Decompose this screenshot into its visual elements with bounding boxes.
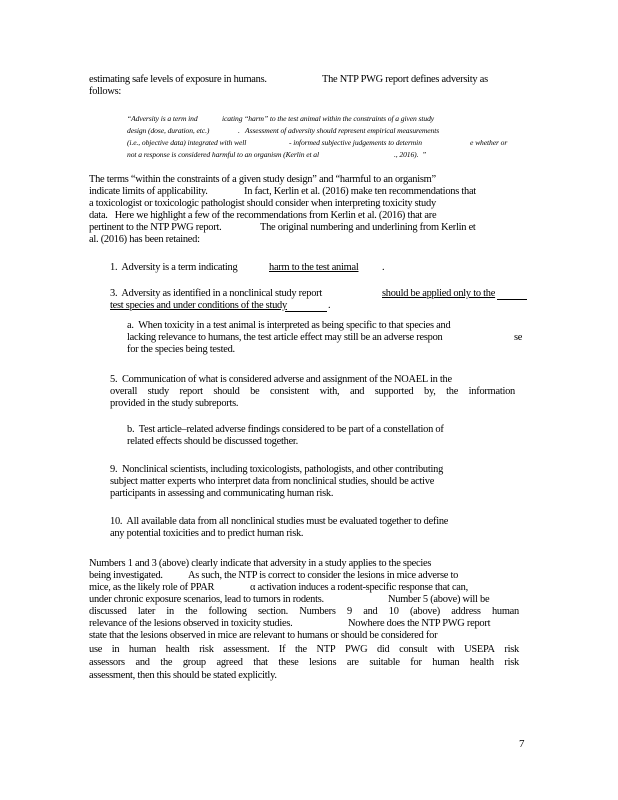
quote-line: not a response is considered harmful to an organism (Kerlin et al <box>127 150 319 159</box>
word: the <box>160 657 173 668</box>
text-line: any potential toxicities and to predict human risk. <box>110 528 304 539</box>
word: supported <box>374 386 414 397</box>
word: address <box>451 606 481 617</box>
text-line: The original numbering and underlining from Kerlin et <box>260 222 476 233</box>
text-line: subject matter experts who interpret data from nonclinical studies, should be active <box>110 476 435 487</box>
word: the <box>185 606 198 617</box>
word: human <box>128 644 156 655</box>
text-line: follows: <box>89 86 122 97</box>
word: consistent <box>269 386 310 397</box>
underlined-text: should be applied only to the <box>382 288 496 299</box>
word: later <box>137 606 156 617</box>
word: lesions <box>309 657 337 668</box>
recommendation-line: 9. Nonclinical scientists, including toxicologists, pathologists, and other contributing <box>110 464 444 475</box>
recommendation-line: 3. Adversity as identified in a nonclinical study report <box>110 288 322 299</box>
text-line: assessment, then this should be stated explicitly. <box>89 670 277 681</box>
word: 10 <box>388 606 399 617</box>
word: assessors <box>89 657 125 668</box>
word: risk <box>504 644 519 655</box>
quote-line: (i.e., objective data) integrated with well <box>127 138 247 147</box>
text-line: provided in the study subreports. <box>110 398 239 409</box>
text-line: mice, as the likely role of PPAR <box>89 582 215 593</box>
word: with <box>436 644 455 655</box>
quote-line: design (dose, duration, etc.) <box>127 126 210 135</box>
text-line: a toxicologist or toxicologic pathologist should consider when interpreting toxicity study <box>89 198 436 209</box>
underlined-text: harm to the test animal <box>269 262 359 273</box>
justified-line <box>89 644 519 656</box>
word: the <box>446 386 459 397</box>
word: and <box>349 386 365 397</box>
page-number: 7 <box>519 738 525 750</box>
quote-line: . Assessment of adversity should represent empirical measurements <box>238 126 440 135</box>
text-line: The terms “within the constraints of a given study design” and “harmful to an organism” <box>89 174 436 185</box>
text-line: participants in assessing and communicating human risk. <box>110 488 334 499</box>
quote-line: ., 2016). ” <box>394 150 427 159</box>
justified-line <box>110 386 515 398</box>
word: should <box>213 386 240 397</box>
text-line: lacking relevance to humans, the test article effect may still be an adverse respon <box>127 332 443 343</box>
text-line: As such, the NTP is correct to consider the lesions in mice adverse to <box>188 570 459 581</box>
text-line: under chronic exposure scenarios, lead to tumors in rodents. <box>89 594 324 605</box>
word: risk <box>199 644 214 655</box>
word: for <box>410 657 422 668</box>
word: discussed <box>89 606 127 617</box>
word: human <box>432 657 460 668</box>
text-line: se <box>514 332 523 343</box>
text-line: . <box>382 262 385 273</box>
text-line: for the species being tested. <box>127 344 235 355</box>
quote-line: - informed subjective judgements to determin <box>289 138 422 147</box>
word: group <box>182 657 206 668</box>
text-line: being investigated. <box>89 570 163 581</box>
text-line: estimating safe levels of exposure in humans. <box>89 74 267 85</box>
text-line: indicate limits of applicability. <box>89 186 208 197</box>
underline-rule <box>497 299 527 300</box>
quote-line: icating “harm” to the test animal within the constraints of a given study <box>222 114 435 123</box>
word: USEPA <box>464 644 495 655</box>
word: that <box>253 657 268 668</box>
text-line: relevance of the lesions observed in toxicity studies. <box>89 618 293 629</box>
recommendation-line: a. When toxicity in a test animal is interpreted as being specific to that species and <box>127 320 451 331</box>
word: information <box>468 386 515 397</box>
word: with, <box>319 386 340 397</box>
word: NTP <box>316 644 336 655</box>
word: did <box>376 644 390 655</box>
word: the <box>294 644 307 655</box>
text-line: Number 5 (above) will be <box>388 594 490 605</box>
word: health <box>165 644 190 655</box>
word: 9 <box>346 606 352 617</box>
word: study <box>147 386 169 397</box>
word: be <box>250 386 260 397</box>
quote-line: “Adversity is a term ind <box>127 114 198 123</box>
word: and <box>363 606 378 617</box>
word: report <box>179 386 203 397</box>
recommendation-line: 1. Adversity is a term indicating <box>110 262 238 273</box>
word: overall <box>110 386 138 397</box>
word: assessment. <box>223 644 270 655</box>
word: suitable <box>369 657 400 668</box>
text-line: Nowhere does the NTP PWG report <box>348 618 491 629</box>
word: these <box>278 657 299 668</box>
recommendation-line: b. Test article–related adverse findings considered to be part of a constellation of <box>127 424 444 435</box>
text-line: Numbers 1 and 3 (above) clearly indicate that adversity in a study applies to the species <box>89 558 432 569</box>
text-line: α activation induces a rodent-specific response that can, <box>250 582 468 593</box>
text-line: state that the lesions observed in mice are relevant to humans or should be considered for <box>89 630 438 641</box>
word: consult <box>399 644 428 655</box>
text-line: related effects should be discussed together. <box>127 436 298 447</box>
underline-rule <box>285 311 327 312</box>
quote-line: e whether or <box>470 138 508 147</box>
word: agreed <box>216 657 243 668</box>
word: section. <box>257 606 289 617</box>
text-line: data. Here we highlight a few of the recommendations from Kerlin et al. (2016) that are <box>89 210 437 221</box>
justified-line <box>89 606 519 618</box>
text-line: al. (2016) has been retained: <box>89 234 200 245</box>
word: following <box>208 606 247 617</box>
word: use <box>89 644 103 655</box>
word: Numbers <box>299 606 336 617</box>
word: and <box>135 657 150 668</box>
text-line: . <box>328 300 331 311</box>
text-line: pertinent to the NTP PWG report. <box>89 222 222 233</box>
word: in <box>111 644 120 655</box>
word: PWG <box>345 644 368 655</box>
recommendation-line: 10. All available data from all nonclinical studies must be evaluated together to define <box>110 516 449 527</box>
word: in <box>166 606 174 617</box>
word: (above) <box>409 606 440 617</box>
underlined-text: test species and under conditions of the study <box>110 300 287 311</box>
recommendation-line: 5. Communication of what is considered adverse and assignment of the NOAEL in the <box>110 374 452 385</box>
word: health <box>469 657 494 668</box>
word: If <box>278 644 286 655</box>
word: by, <box>424 386 436 397</box>
text-line: The NTP PWG report defines adversity as <box>322 74 488 85</box>
word: human <box>491 606 519 617</box>
word: risk <box>504 657 519 668</box>
justified-line <box>89 657 519 669</box>
word: are <box>346 657 359 668</box>
text-line: In fact, Kerlin et al. (2016) make ten recommendations that <box>244 186 476 197</box>
